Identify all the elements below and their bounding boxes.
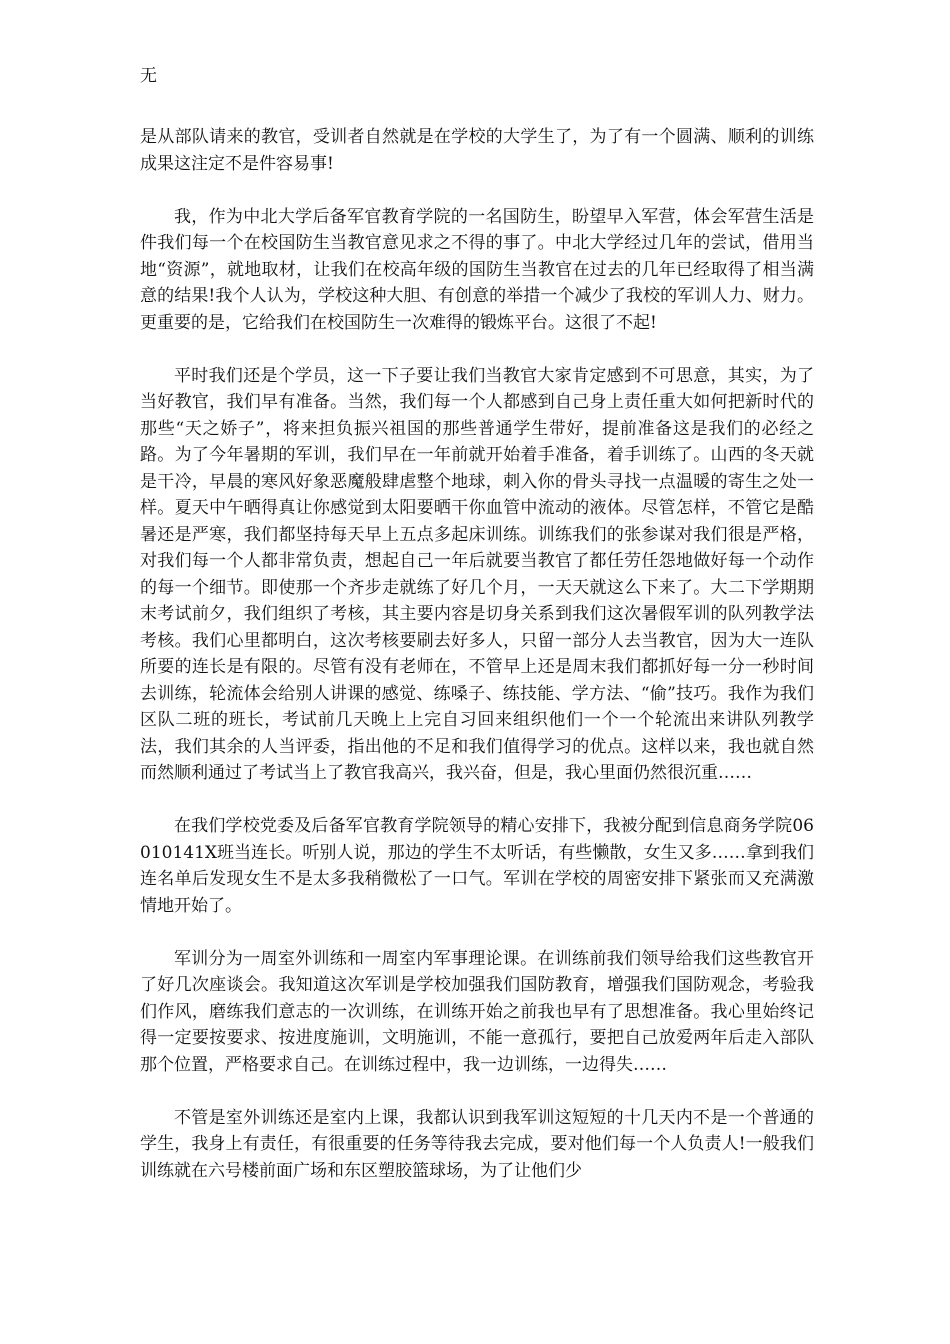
paragraph-2: 我，作为中北大学后备军官教育学院的一名国防生，盼望早入军营，体会军营生活是件我们每一个在校国防生当教官意见求之不得的事了。中北大学经过几年的尝试，借用当地“资源”，就地取材，让我们在校高年级的国防生当教官在过去的几年已经取得了相当满意的结果!我个人认为，学校这种大胆、有创意的举措一个减少了我校的军训人力、财力。更重要的是，它给我们在校国防生一次难得的锻炼平台。这很了不起! [140,206,814,333]
paragraph-4: 在我们学校党委及后备军官教育学院领导的精心安排下，我被分配到信息商务学院06010141X班当连长。听别人说，那边的学生不太听话，有些懒散，女生又多……拿到我们连名单后发现女生不是太多我稍微松了一口气。军训在学校的周密安排下紧张而又充满激情地开始了。 [140,816,814,916]
paragraph-1: 是从部队请来的教官，受训者自然就是在学校的大学生了，为了有一个圆满、顺利的训练成果这注定不是件容易事! [140,127,814,174]
document-body [140,124,814,1211]
paragraph-5: 军训分为一周室外训练和一周室内军事理论课。在训练前我们领导给我们这些教官开了好几次座谈会。我知道这次军训是学校加强我们国防教育，增强我们国防观念，考验我们作风，磨练我们意志的一次训练，在训练开始之前我也早有了思想准备。我心里始终记得一定要按要求、按进度施训，文明施训，不能一意孤行，要把自己放爱两年后走入部队那个位置，严格要求自己。在训练过程中，我一边训练，一边得失…… [140,948,814,1075]
paragraph-3: 平时我们还是个学员，这一下子要让我们当教官大家肯定感到不可思意，其实，为了当好教官，我们早有准备。当然，我们每一个人都感到自己身上责任重大如何把新时代的那些“天之娇子”，将来担负振兴祖国的那些普通学生带好，提前准备这是我们的必经之路。为了今年暑期的军训，我们早在一年前就开始着手准备，着手训练了。山西的冬天就是干冷，早晨的寒风好象恶魔般肆虐整个地球，刺入你的骨头寻找一点温暖的寄生之处一样。夏天中午晒得真让你感觉到太阳要晒干你血管中流动的液体。尽管怎样，不管它是酷暑还是严寒，我们都坚持每天早上五点多起床训练。训练我们的张参谋对我们很是严格，对我们每一个人都非常负责，想起自己一年后就要当教官了都任劳任怨地做好每一个动作的每一个细节。即使那一个齐步走就练了好几个月，一天天就这么下来了。大二下学期期末考试前夕，我们组织了考核，其主要内容是切身关系到我们这次暑假军训的队列教学法考核。我们心里都明白，这次考核要刷去好多人，只留一部分人去当教官，因为大一连队所要的连长是有限的。尽管有没有老师在，不管早上还是周末我们都抓好每一分一秒时间去训练，轮流体会给别人讲课的感觉、练嗓子、练技能、学方法、“偷”技巧。我作为我们区队二班的班长，考试前几天晚上上完自习回来组织他们一个一个轮流出来讲队列教学法，我们其余的人当评委，指出他的不足和我们值得学习的优点。这样以来，我也就自然而然顺利通过了考试当上了教官我高兴，我兴奋，但是，我心里面仍然很沉重…… [140,365,814,783]
page-header: 无 [140,66,157,86]
paragraph-6: 不管是室外训练还是室内上课，我都认识到我军训这短短的十几天内不是一个普通的学生，我身上有责任，有很重要的任务等待我去完成，要对他们每一个人负责人!一般我们训练就在六号楼前面广场和东区塑胶篮球场，为了让他们少 [140,1107,814,1181]
